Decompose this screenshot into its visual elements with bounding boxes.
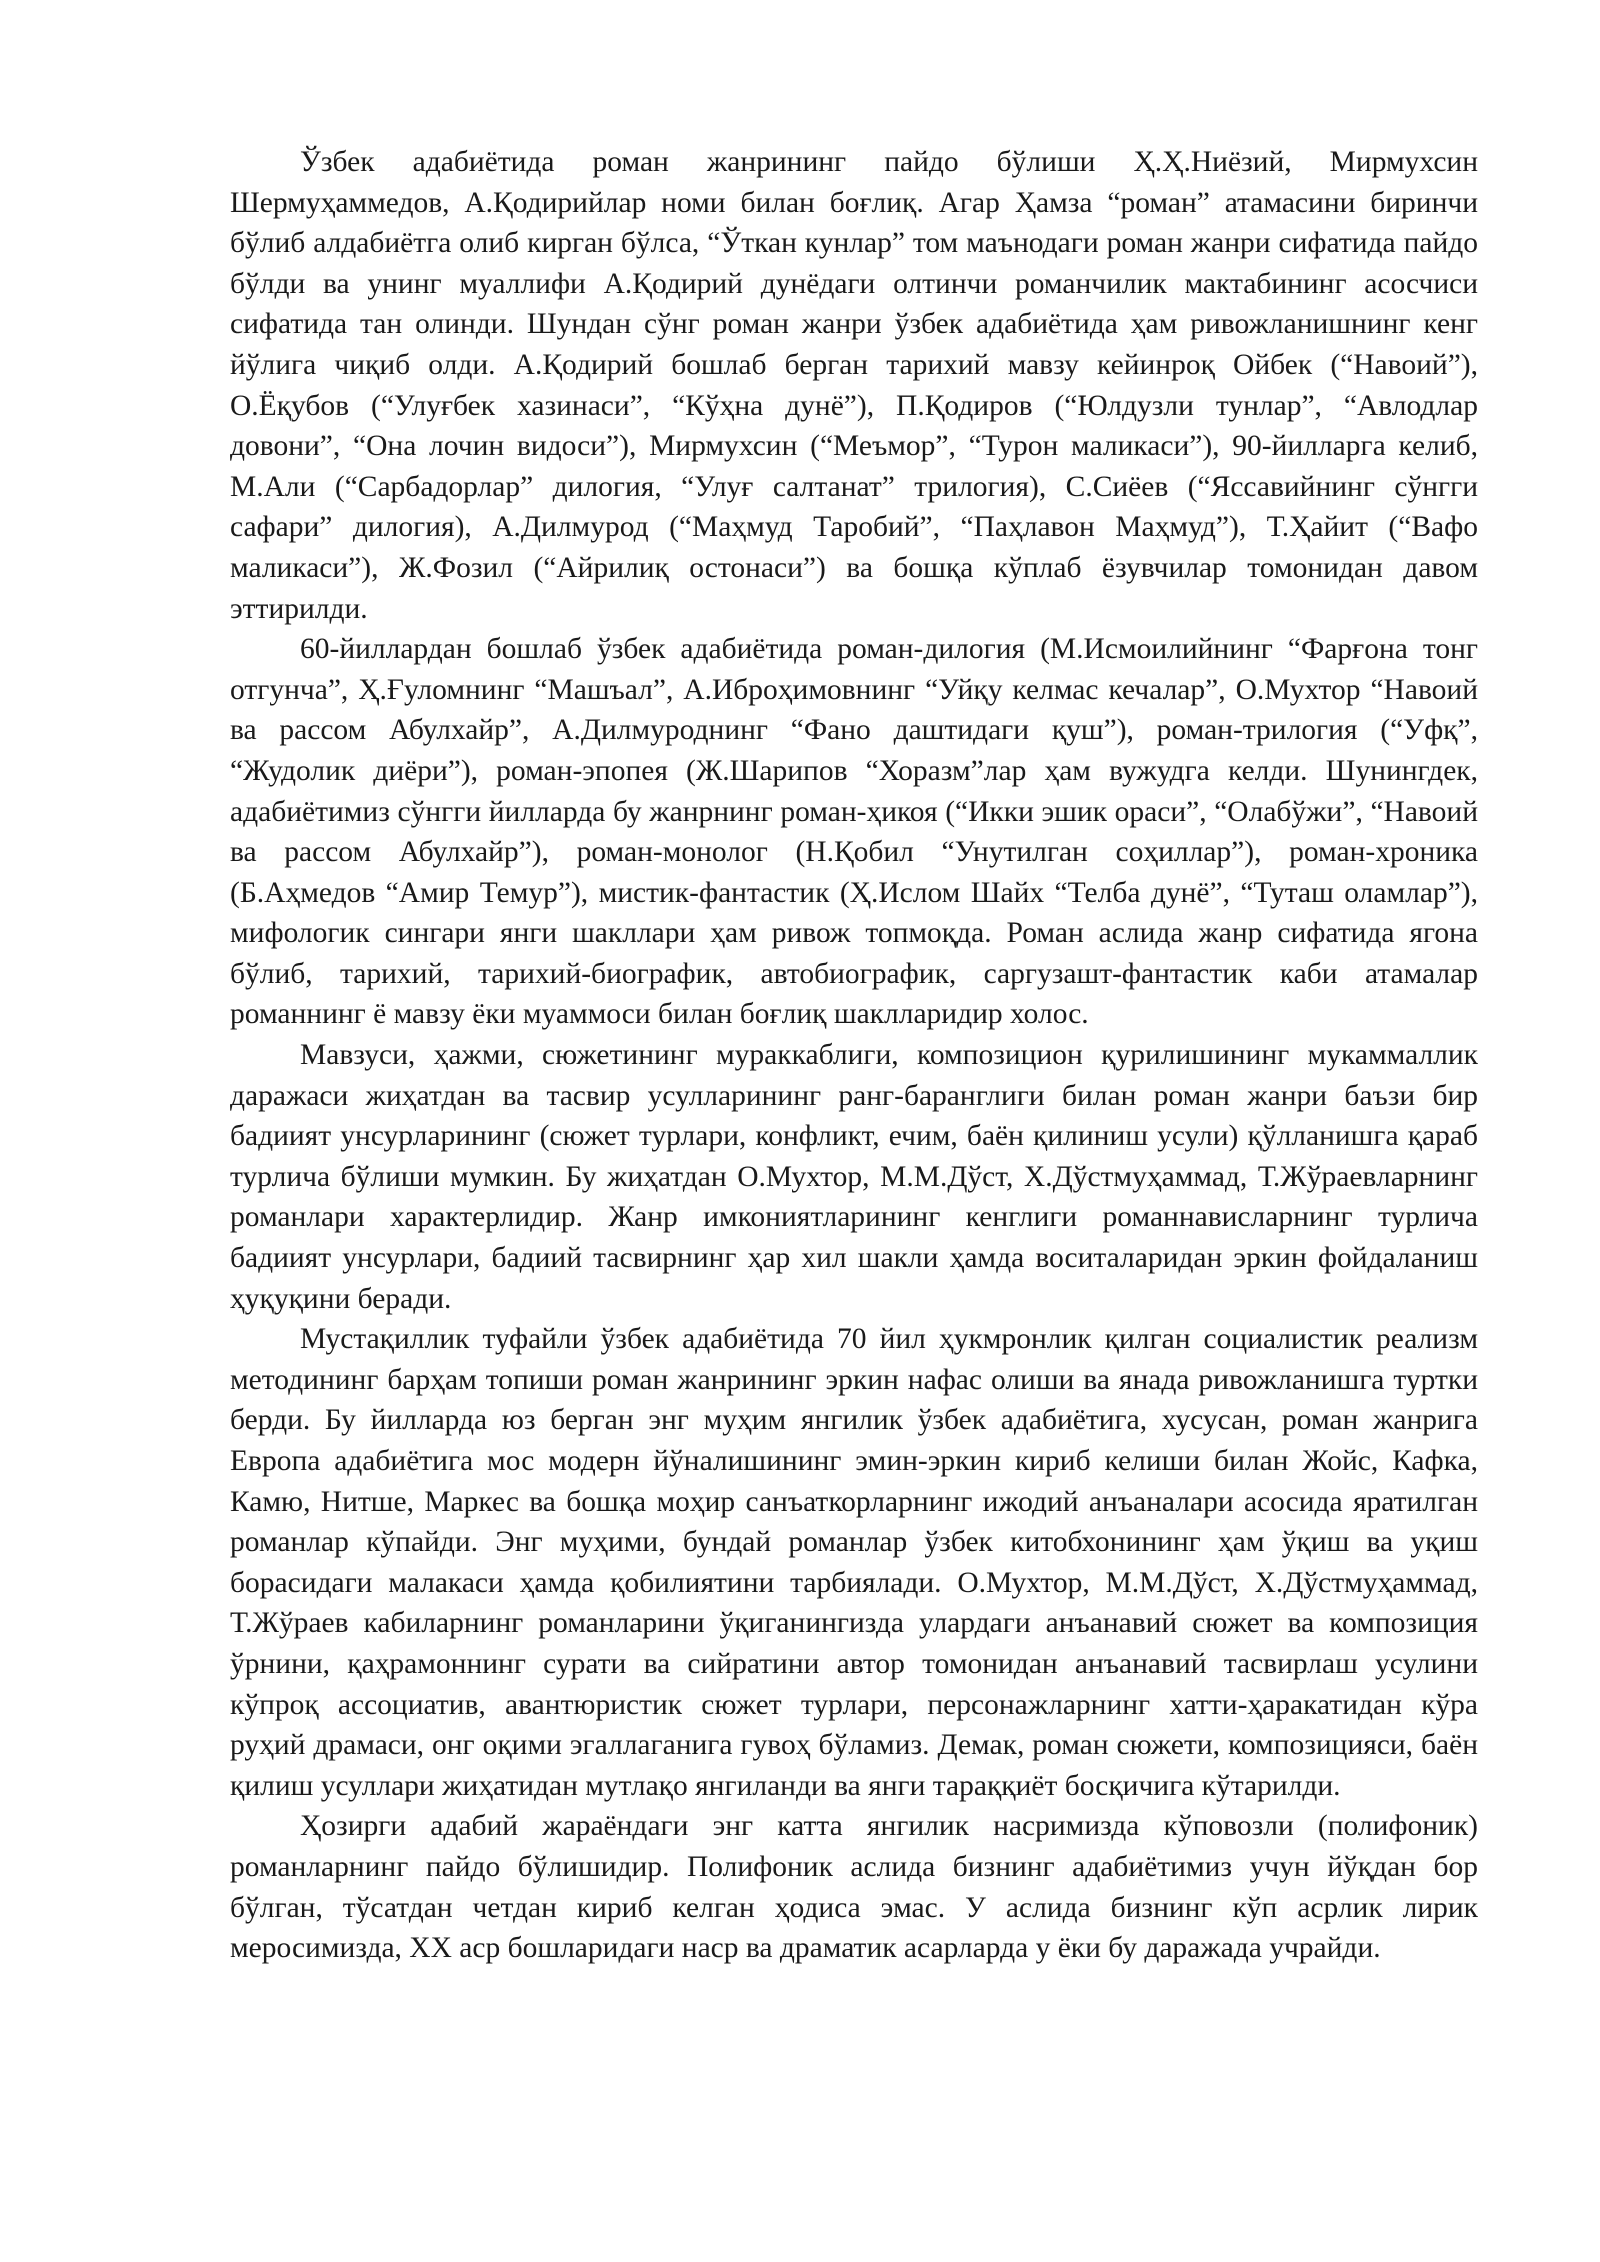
paragraph-1: Ўзбек адабиётида роман жанрининг пайдо бўлиши Ҳ.Ҳ.Ниёзий, Мирмухсин Шермуҳаммедов, А.Қодирийлар номи билан боғлиқ. Агар Ҳамза “роман” атамасини биринчи бўлиб алдабиётга олиб кирган бўлса, “Ўткан кунлар” том маънодаги роман жанри сифатида пайдо бўлди ва унинг муаллифи А.Қодирий дунёдаги олтинчи романчилик мактабининг асосчиси сифатида тан олинди. Шундан сўнг роман жанри ўзбек адабиётида ҳам ривожланишнинг кенг йўлига чиқиб олди. А.Қодирий бошлаб берган тарихий мавзу кейинроқ Ойбек (“Навоий”), О.Ёқубов (“Улуғбек хазинаси”, “Кўҳна дунё”), П.Қодиров (“Юлдузли тунлар”, “Авлодлар довони”, “Она лочин видоси”), Мирмухсин (“Меъмор”, “Турон маликаси”), 90-йилларга келиб, М.Али (“Сарбадорлар” дилогия, “Улуғ салтанат” трилогия), С.Сиёев (“Яссавийнинг сўнгги сафари” дилогия), А.Дилмурод (“Маҳмуд Таробий”, “Паҳлавон Маҳмуд”), Т.Ҳайит (“Вафо маликаси”), Ж.Фозил (“Айрилиқ остонаси”) ва бошқа кўплаб ёзувчилар томонидан давом эттирилди. [230, 146, 1478, 625]
document-body [230, 142, 1478, 1969]
paragraph-4: Мустақиллик туфайли ўзбек адабиётида 70 йил ҳукмронлик қилган социалистик реализм методининг барҳам топиши роман жанрининг эркин нафас олиши ва янада ривожланишга туртки берди. Бу йилларда юз берган энг муҳим янгилик ўзбек адабиётига, хусусан, роман жанрига Европа адабиётига мос модерн йўналишининг эмин-эркин кириб келиши билан Жойс, Кафка, Камю, Нитше, Маркес ва бошқа моҳир санъаткорларнинг ижодий анъаналари асосида яратилган романлар кўпайди. Энг муҳими, бундай романлар ўзбек китобхонининг ҳам ўқиш ва уқиш борасидаги малакаси ҳамда қобилиятини тарбиялади. О.Мухтор, М.М.Дўст, Х.Дўстмуҳаммад, Т.Жўраев кабиларнинг романларини ўқиганингизда улардаги анъанавий сюжет ва композиция ўрнини, қаҳрамоннинг сурати ва сийратини автор томонидан анъанавий тасвирлаш усулини кўпроқ ассоциатив, авантюристик сюжет турлари, персонажларнинг хатти-ҳаракатидан кўра руҳий драмаси, онг оқими эгаллаганига гувоҳ бўламиз. Демак, роман сюжети, композицияси, баён қилиш усуллари жиҳатидан мутлақо янгиланди ва янги тараққиёт босқичига кўтарилди. [230, 1323, 1478, 1802]
paragraph-5: Ҳозирги адабий жараёндаги энг катта янгилик насримизда кўповозли (полифоник) романларнинг пайдо бўлишидир. Полифоник аслида бизнинг адабиётимиз учун йўқдан бор бўлган, тўсатдан четдан кириб келган ҳодиса эмас. У аслида бизнинг кўп асрлик лирик меросимизда, ХХ аср бошларидаги наср ва драматик асарларда у ёки бу даражада учрайди. [230, 1810, 1478, 1965]
paragraph-3: Мавзуси, ҳажми, сюжетининг мураккаблиги, композицион қурилишининг мукаммаллик даражаси жиҳатдан ва тасвир усулларининг ранг-баранглиги билан роман жанри баъзи бир бадиият унсурларининг (сюжет турлари, конфликт, ечим, баён қилиниш усули) қўлланишга қараб турлича бўлиши мумкин. Бу жиҳатдан О.Мухтор, М.М.Дўст, Х.Дўстмуҳаммад, Т.Жўраевларнинг романлари характерлидир. Жанр имкониятларининг кенглиги романнависларнинг турлича бадиият унсурлари, бадиий тасвирнинг ҳар хил шакли ҳамда воситаларидан эркин фойдаланиш ҳуқуқини беради. [230, 1039, 1478, 1315]
paragraph-2: 60-йиллардан бошлаб ўзбек адабиётида роман-дилогия (М.Исмоилийнинг “Фарғона тонг отгунча”, Ҳ.Ғуломнинг “Машъал”, А.Иброҳимовнинг “Уйқу келмас кечалар”, О.Мухтор “Навоий ва рассом Абулхайр”, А.Дилмуроднинг “Фано даштидаги қуш”), роман-трилогия (“Уфқ”, “Жудолик диёри”), роман-эпопея (Ж.Шарипов “Хоразм”лар ҳам вужудга келди. Шунингдек, адабиётимиз сўнгги йилларда бу жанрнинг роман-ҳикоя (“Икки эшик ораси”, “Олабўжи”, “Навоий ва рассом Абулхайр”), роман-монолог (Н.Қобил “Унутилган соҳиллар”), роман-хроника (Б.Аҳмедов “Амир Темур”), мистик-фантастик (Ҳ.Ислом Шайх “Телба дунё”, “Туташ оламлар”), мифологик сингари янги шакллари ҳам ривож топмоқда. Роман аслида жанр сифатида ягона бўлиб, тарихий, тарихий-биографик, автобиографик, саргузашт-фантастик каби атамалар романнинг ё мавзу ёки муаммоси билан боғлиқ шаклларидир холос. [230, 633, 1478, 1031]
